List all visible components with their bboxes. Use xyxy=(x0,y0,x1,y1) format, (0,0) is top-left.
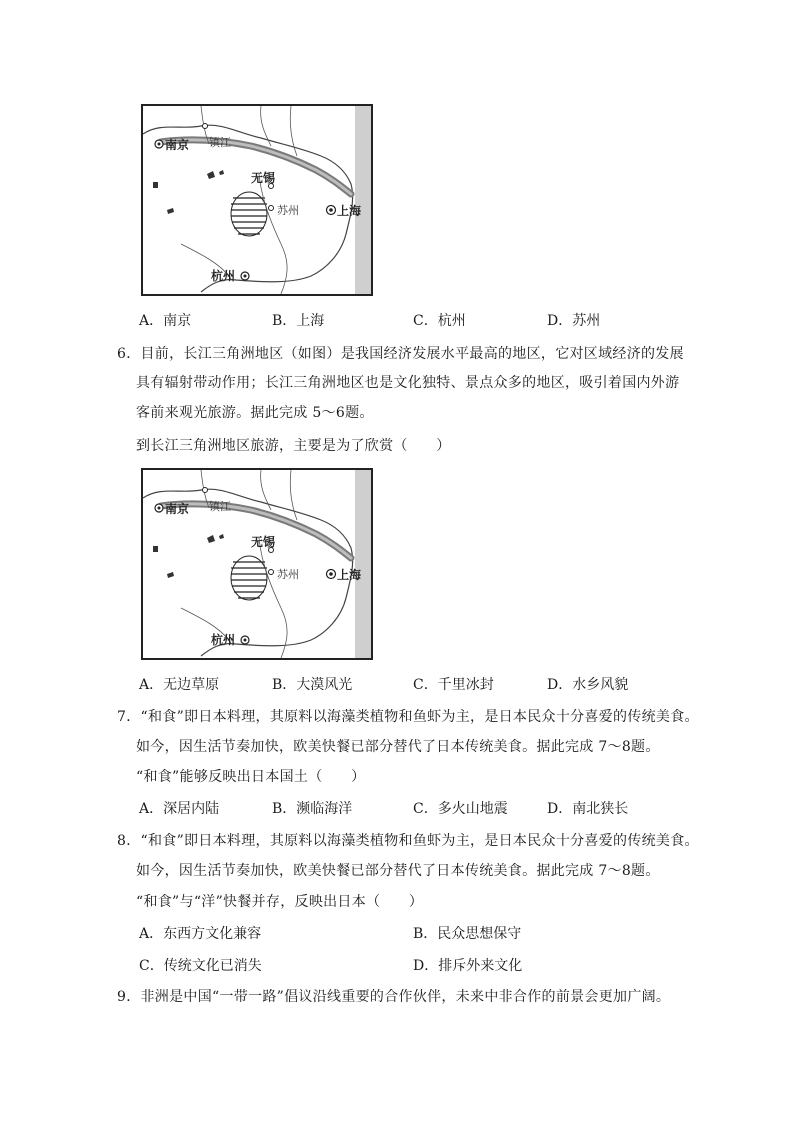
q8-option-d[interactable]: D．排斥外来文化 xyxy=(413,958,523,974)
yangtze-delta-map-1 xyxy=(141,104,373,296)
q6-option-a[interactable]: A．无边草原 xyxy=(139,677,220,693)
map-label-shanghai: 上海 xyxy=(337,568,362,582)
q6-option-b[interactable]: B．大漠风光 xyxy=(272,677,353,693)
q6-option-c[interactable]: C．千里冰封 xyxy=(413,677,494,693)
map-graphic xyxy=(141,104,373,296)
q6-stem-line-3: 客前来观光旅游。据此完成 5～6题。 xyxy=(136,405,374,421)
q7-stem-line-1: 7．“和食”即日本料理，其原料以海藻类植物和鱼虾为主，是日本民众十分喜爱的传统美食。 xyxy=(117,709,699,725)
map-label-zhenjiang: 镇江 xyxy=(209,136,231,149)
map-label-nanjing: 南京 xyxy=(165,502,190,516)
q5-option-a[interactable]: A．南京 xyxy=(139,313,192,329)
q5-option-c[interactable]: C．杭州 xyxy=(413,313,466,329)
q7-option-b[interactable]: B．濒临海洋 xyxy=(272,801,353,817)
q8-option-b[interactable]: B．民众思想保守 xyxy=(413,926,522,942)
q6-stem-line-1: 6．目前，长江三角洲地区（如图）是我国经济发展水平最高的地区，它对区域经济的发展 xyxy=(117,346,684,362)
map-label-zhenjiang: 镇江 xyxy=(209,500,231,513)
map-label-suzhou: 苏州 xyxy=(277,204,299,217)
map-label-shanghai: 上海 xyxy=(337,204,362,218)
map-label-hangzhou: 杭州 xyxy=(211,633,236,647)
q8-option-c[interactable]: C．传统文化已消失 xyxy=(139,958,262,974)
q9-stem-line-1: 9．非洲是中国“一带一路”倡议沿线重要的合作伙伴，未来中非合作的前景会更加广阔。 xyxy=(117,989,671,1005)
q7-option-c[interactable]: C．多火山地震 xyxy=(413,801,508,817)
map-label-wuxi: 无锡 xyxy=(251,535,276,549)
map-label-suzhou: 苏州 xyxy=(277,568,299,581)
q7-question: “和食”能够反映出日本国土（ ） xyxy=(136,769,366,785)
q8-stem-line-2: 如今，因生活节奏加快，欧美快餐已部分替代了日本传统美食。据此完成 7～8题。 xyxy=(136,863,660,879)
map-graphic xyxy=(141,468,373,660)
q7-option-d[interactable]: D．南北狭长 xyxy=(547,801,629,817)
yangtze-delta-map-2 xyxy=(141,468,373,660)
q7-option-a[interactable]: A．深居内陆 xyxy=(139,801,220,817)
map-label-wuxi: 无锡 xyxy=(251,171,276,185)
q5-option-b[interactable]: B．上海 xyxy=(272,313,325,329)
map-label-hangzhou: 杭州 xyxy=(211,269,236,283)
q8-option-a[interactable]: A．东西方文化兼容 xyxy=(139,926,262,942)
map-label-nanjing: 南京 xyxy=(165,138,190,152)
q6-stem-line-2: 具有辐射带动作用；长江三角洲地区也是文化独特、景点众多的地区，吸引着国内外游 xyxy=(136,375,680,391)
q8-stem-line-1: 8．“和食”即日本料理，其原料以海藻类植物和鱼虾为主，是日本民众十分喜爱的传统美食。 xyxy=(117,833,699,849)
q6-question: 到长江三角洲地区旅游，主要是为了欣赏（ ） xyxy=(136,438,451,454)
q6-option-d[interactable]: D．水乡风貌 xyxy=(547,677,629,693)
q7-stem-line-2: 如今，因生活节奏加快，欧美快餐已部分替代了日本传统美食。据此完成 7～8题。 xyxy=(136,739,660,755)
q5-option-d[interactable]: D．苏州 xyxy=(547,313,601,329)
q8-question: “和食”与“洋”快餐并存，反映出日本（ ） xyxy=(136,894,424,910)
